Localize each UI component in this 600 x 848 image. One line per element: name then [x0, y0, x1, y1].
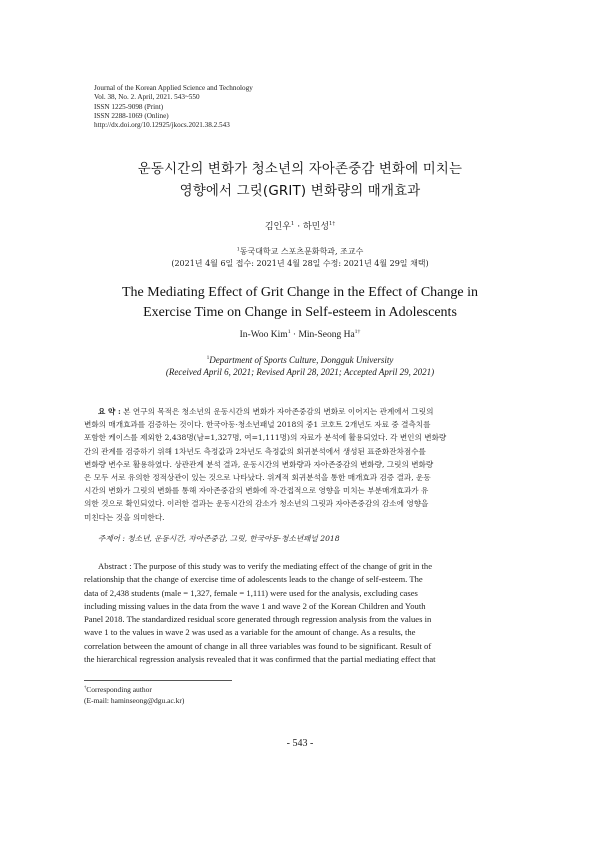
abstract-line: Panel 2018. The standardized residual score generated through regression analysis from the values in [84, 614, 432, 625]
abstract-line: 은 모두 서로 유의한 정적상관이 있는 것으로 나타났다. 위계적 회귀분석을 통한 매개효과 검증 결과, 운동 [84, 473, 431, 483]
journal-doi: http://dx.doi.org/10.12925/jkocs.2021.38.2.543 [94, 121, 230, 130]
english-abstract [84, 560, 512, 666]
abstract-line: 시간의 변화가 그릿의 변화를 통해 자아존중감의 변화에 작·간접적으로 영향을 미치는 부분매개효과가 유 [84, 486, 429, 496]
footnote-email: (E-mail: haminseong@dgu.ac.kr) [84, 695, 185, 705]
english-authors [0, 330, 600, 340]
page-number: - 543 - [286, 738, 314, 749]
korean-title-line1: 운동시간의 변화가 청소년의 자아존중감 변화에 미치는 [137, 162, 463, 177]
english-affiliation-block [0, 355, 600, 379]
keywords [98, 533, 340, 544]
english-title-line2: Exercise Time on Change in Self-esteem in Adolescents [143, 305, 457, 320]
english-dates: (Received April 6, 2021; Revised April 28, 2021; Accepted April 29, 2021) [165, 366, 435, 377]
english-affiliation: Department of Sports Culture, Dongguk University [209, 355, 394, 365]
journal-info [94, 84, 494, 130]
keywords-label: 주제어 : [98, 534, 125, 543]
korean-title [0, 159, 600, 203]
footnote [84, 685, 184, 706]
abstract-line: the hierarchical regression analysis revealed that it was confirmed that the partial mediating effect that [84, 654, 436, 665]
korean-title-line2: 영향에서 그릿(GRIT) 변화량의 매개효과 [179, 184, 421, 199]
english-author2: Min-Seong Ha [298, 330, 355, 340]
korean-abstract-label: 요 약 : [98, 407, 121, 416]
abstract-line: 미친다는 것을 의미한다. [84, 512, 165, 522]
journal-name: Journal of the Korean Applied Science and Technology [94, 84, 253, 92]
author-separator: · [290, 330, 299, 340]
abstract-line: 본 연구의 목적은 청소년의 운동시간의 변화가 자아존중감의 변화로 이어지는 관계에서 그릿의 [120, 407, 434, 416]
footnote-divider [84, 680, 232, 681]
korean-affiliation: 동국대학교 스포츠문화학과, 조교수 [239, 247, 364, 256]
journal-volume: Vol. 38, No. 2. April, 2021. 543~550 [94, 93, 200, 102]
abstract-line: 변화량 변수로 활용하였다. 상관관계 분석 결과, 운동시간의 변화량과 자아존중감의 변화량, 그릿의 변화량 [84, 459, 434, 469]
korean-dates: (2021년 4월 6일 접수: 2021년 4월 28일 수정: 2021년 4월 29일 채택) [171, 259, 429, 268]
english-author1-sup: 1 [287, 328, 291, 335]
abstract-line: 변화의 매개효과를 검증하는 것이다. 한국아동·청소년패널 2018의 중1 코호트 2개년도 자료 중 결측치를 [84, 420, 431, 430]
journal-issn-print: ISSN 1225-9098 (Print) [94, 102, 164, 111]
english-title-line1: The Mediating Effect of Grit Change in the Effect of Change in [122, 285, 478, 300]
abstract-line: data of 2,438 students (male = 1,327, female = 1,111) were used for the analysis, excluding cases [84, 587, 418, 598]
abstract-line: wave 1 to the values in wave 2 was used as a variable for the amount of change. As a results, the [84, 627, 416, 638]
korean-author2: 하민성 [302, 222, 330, 232]
english-affil-sup: 1 [206, 355, 210, 361]
korean-abstract [84, 405, 512, 524]
abstract-line: including missing values in the data from the wave 1 and wave 2 of the Korean Children and Youth [84, 600, 426, 611]
footnote-line1: Corresponding author [86, 685, 152, 694]
english-title [0, 283, 600, 323]
english-author1: In-Woo Kim [239, 330, 288, 340]
keywords-text: 청소년, 운동시간, 자아존중감, 그릿, 한국아동·청소년패널 2018 [124, 534, 340, 543]
korean-author1-sup: 1 [290, 221, 295, 227]
abstract-line: 의한 것으로 확인되었다. 이러한 결과는 운동시간의 감소가 청소년의 그릿과 자아존중감의 감소에 영향을 [84, 499, 429, 509]
abstract-line: 간의 관계를 검증하기 위해 1차년도 측정값과 2차년도 측정값의 회귀분석에서 생성된 표준화잔차점수를 [84, 446, 426, 456]
abstract-line: correlation between the amount of change in all three variables was found to be significant. Result of [84, 640, 432, 651]
english-abstract-label: Abstract : [98, 561, 132, 571]
english-author2-sup: 1† [354, 328, 361, 335]
korean-affil-sup: 1 [236, 247, 240, 253]
journal-issn-online: ISSN 2288-1069 (Online) [94, 111, 169, 120]
author-separator: · [294, 222, 303, 232]
korean-author1: 김인우 [264, 222, 291, 232]
korean-affiliation-block [0, 246, 600, 270]
korean-author2-sup: 1† [329, 221, 336, 227]
korean-authors [0, 219, 600, 232]
abstract-line: 포함한 케이스를 제외한 2,438명(남=1,327명, 여=1,111명)의 자료가 분석에 활용되었다. 각 변인의 변화량 [84, 433, 447, 443]
footnote-mark: † [84, 684, 87, 690]
abstract-line: relationship that the change of exercise time of adolescents leads to the change of self-esteem. The [84, 574, 423, 585]
abstract-line: The purpose of this study was to verify the mediating effect of the change of grit in the [131, 561, 433, 571]
